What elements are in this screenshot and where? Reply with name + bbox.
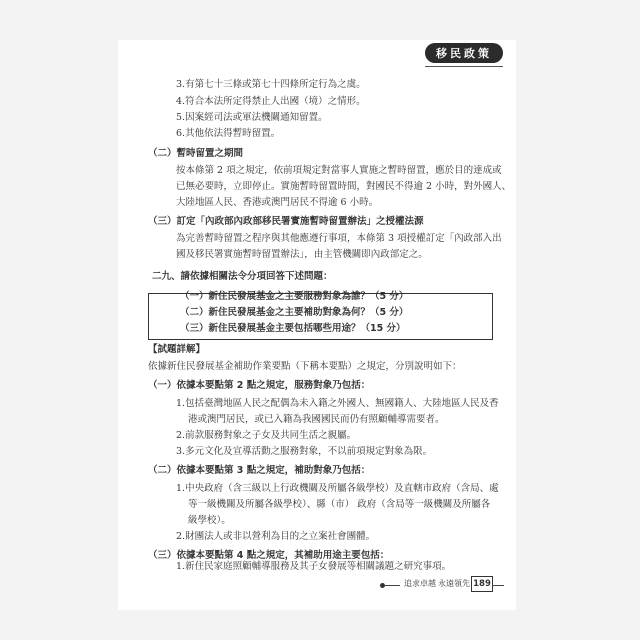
answer-line: 2.前款服務對象之子女及共同生活之親屬。 xyxy=(176,430,357,441)
answer-part-heading: （三）依據本要點第 4 點之規定，其補助用途主要包括： xyxy=(148,550,390,561)
footer-slogan-left: 追求卓越 xyxy=(404,579,436,588)
page-number: 189 xyxy=(471,576,493,592)
list-item: 4.符合本法所定得禁止人出國（境）之情形。 xyxy=(176,96,366,107)
answer-line: 1.中央政府（含三級以上行政機關及所屬各級學校）及直轄市政府（含局、處 xyxy=(176,483,499,494)
answer-line: 3.多元文化及宣導活動之服務對象，不以前項規定對象為限。 xyxy=(176,446,433,457)
answer-line: 1.新住民家庭照顧輔導服務及其子女發展等相關議題之研究事項。 xyxy=(176,561,452,572)
footer-rule xyxy=(384,585,400,586)
footer-rule xyxy=(492,585,504,586)
question-title: 二九、請依據相關法令分項回答下述問題： xyxy=(152,271,333,282)
list-item: 6.其他依法得暫時留置。 xyxy=(176,128,281,139)
answer-line: 港或澳門居民，或已入籍為我國國民而仍有照顧輔導需要者。 xyxy=(188,414,445,425)
section-heading: （二）暫時留置之期間 xyxy=(148,148,244,159)
question-item: （二）新住民發展基金之主要補助對象為何？（5 分） xyxy=(180,307,409,318)
question-item: （三）新住民發展基金主要包括哪些用途？（15 分） xyxy=(180,323,406,334)
section-heading: （三）訂定「內政部內政部移民署實施暫時留置辦法」之授權法源 xyxy=(148,216,424,227)
answer-label: 【試題詳解】 xyxy=(148,344,206,355)
list-item: 5.因案經司法或軍法機關通知留置。 xyxy=(176,112,328,123)
paragraph-line: 國及移民署實施暫時留置辦法」，由主管機關即內政部定之。 xyxy=(176,249,428,260)
answer-line: 1.包括臺灣地區人民之配偶為未入籍之外國人、無國籍人、大陸地區人民及香 xyxy=(176,398,499,409)
answer-part-heading: （一）依據本要點第 2 點之規定，服務對象乃包括： xyxy=(148,380,371,391)
paragraph-line: 為完善暫時留置之程序與其他應遵行事項，本條第 3 項授權訂定「內政部入出 xyxy=(176,233,502,244)
answer-line: 級學校）。 xyxy=(188,515,231,526)
paragraph-line: 按本條第 2 項之規定，依前項規定對當事人實施之暫時留置，應於目的達成或 xyxy=(176,165,502,176)
section-tag-underline xyxy=(425,66,503,67)
section-tag: 移民政策 xyxy=(425,43,503,63)
answer-intro: 依據新住民發展基金補助作業要點（下稱本要點）之規定，分別說明如下： xyxy=(148,361,462,372)
answer-part-heading: （二）依據本要點第 3 點之規定，補助對象乃包括： xyxy=(148,465,371,476)
paragraph-line: 已無必要時，立即停止。實施暫時留置時間，對國民不得逾 2 小時，對外國人、 xyxy=(176,181,512,192)
footer-slogan-right: 永遠領先 xyxy=(438,579,470,588)
answer-line: 2.財團法人或非以營利為目的之立案社會團體。 xyxy=(176,531,376,542)
question-item: （一）新住民發展基金之主要服務對象為誰？（5 分） xyxy=(180,291,409,302)
list-item: 3.有第七十三條或第七十四條所定行為之虞。 xyxy=(176,79,366,90)
paragraph-line: 大陸地區人民、香港或澳門居民不得逾 6 小時。 xyxy=(176,197,379,208)
answer-line: 等一級機關及所屬各級學校）、縣（市） 政府（含局等一級機關及所屬各 xyxy=(188,499,491,510)
